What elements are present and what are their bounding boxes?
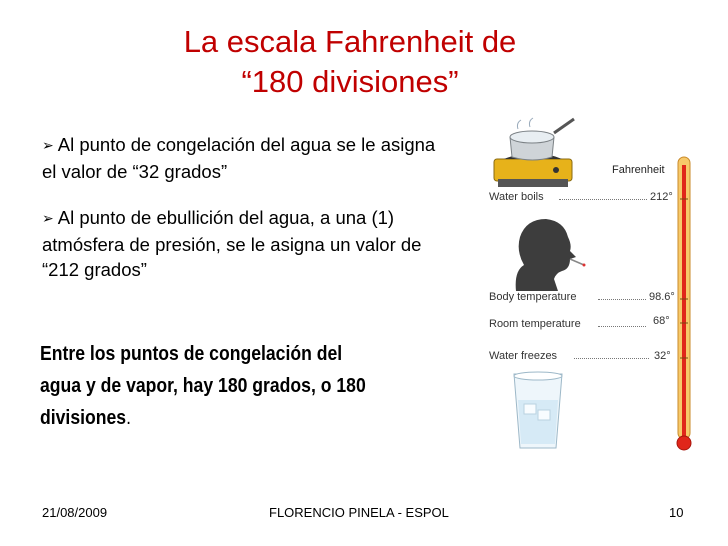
conclusion-text (40, 338, 383, 434)
row-value-body-temperature: 98.6° (649, 291, 675, 303)
fahrenheit-label: Fahrenheit (612, 164, 665, 176)
conclusion-end: . (126, 407, 131, 429)
title-line-1: La escala Fahrenheit de (183, 24, 517, 59)
person-head-icon (506, 215, 586, 291)
bullet-boiling (42, 205, 442, 282)
boiling-pot-icon (488, 117, 578, 195)
divider-dots (574, 358, 649, 359)
row-value-water-boils: 212° (650, 191, 673, 203)
divider-dots (598, 299, 646, 300)
footer-date: 21/08/2009 (42, 505, 108, 520)
bullet-arrow-icon: ➢ (42, 137, 54, 153)
row-value-room-temperature: 68° (653, 315, 670, 327)
bullet-freezing-text: Al punto de congelación del agua se le asigna el valor de “32 grados” (42, 134, 436, 182)
row-label-water-boils: Water boils (489, 191, 544, 203)
row-label-room-temperature: Room temperature (489, 318, 581, 330)
conclusion-main: Entre los puntos de congelación del agua y de vapor, hay 180 grados, o 180 divisiones (40, 343, 366, 429)
bullet-freezing (42, 132, 442, 184)
bullet-list (42, 132, 442, 303)
footer-page-number: 10 (669, 505, 684, 520)
footer-author: FLORENCIO PINELA - ESPOL (269, 505, 449, 520)
slide-title (90, 22, 610, 102)
thermometer-icon (676, 155, 692, 455)
divider-dots (598, 326, 646, 327)
row-label-water-freezes: Water freezes (489, 350, 558, 362)
water-glass-icon (510, 370, 566, 452)
fahrenheit-illustration (470, 115, 728, 460)
bullet-boiling-text: Al punto de ebullición del agua, a una (1) atmósfera de presión, se le asigna un valor de “212 grados” (42, 207, 422, 280)
bullet-arrow-icon: ➢ (42, 210, 54, 226)
title-line-2: “180 divisiones” (241, 64, 459, 99)
row-label-body-temperature: Body temperature (489, 291, 577, 303)
divider-dots (559, 199, 647, 200)
row-value-water-freezes: 32° (654, 350, 671, 362)
